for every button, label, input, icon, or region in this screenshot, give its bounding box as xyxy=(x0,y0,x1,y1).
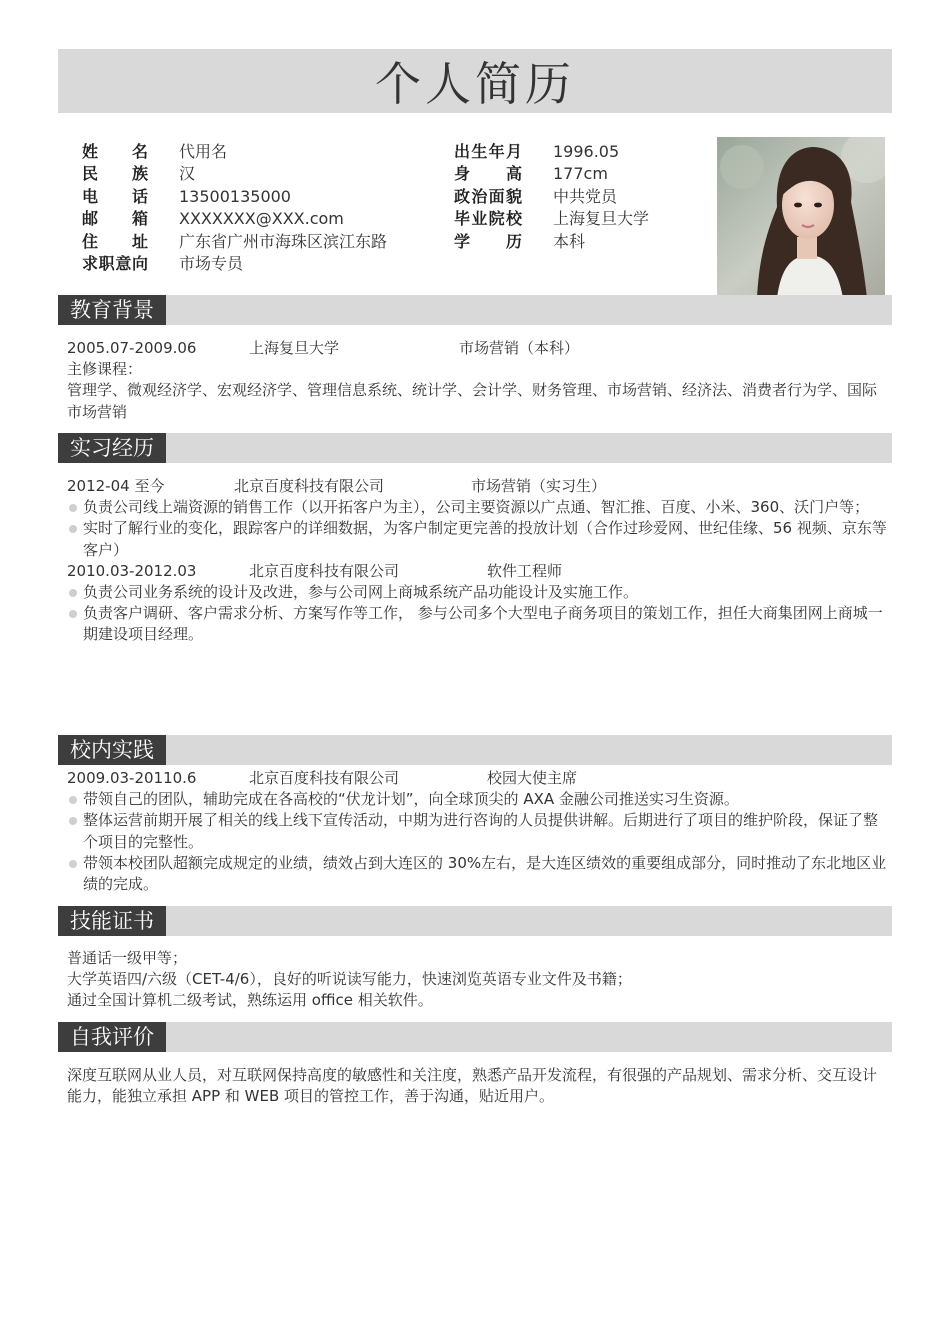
job-bullet: 实时了解行业的变化，跟踪客户的详细数据，为客户制定更完善的投放计划（合作过珍爱网、世纪佳缘、56 视频、京东等客户） xyxy=(67,518,887,560)
courses-text: 管理学、微观经济学、宏观经济学、管理信息系统、统计学、会计学、财务管理、市场营销、经济法、消费者行为学、国际市场营销 xyxy=(67,381,878,421)
info-label: 政治面貌 xyxy=(454,186,522,206)
info-label: 邮箱 xyxy=(82,209,148,229)
info-label: 住址 xyxy=(82,231,148,251)
info-value: 中共党员 xyxy=(553,186,618,206)
title-bar xyxy=(58,49,892,113)
section-title: 实习经历 xyxy=(58,433,166,463)
basic-info-right xyxy=(454,141,649,253)
job-bullet: 负责公司业务系统的设计及改进，参与公司网上商城系统产品功能设计及实施工作。 xyxy=(67,582,887,603)
section-self-eval-header xyxy=(58,1022,892,1052)
education-period: 2005.07-2009.06 xyxy=(67,339,197,357)
info-label: 出生年月 xyxy=(454,142,522,161)
info-value: 代用名 xyxy=(179,142,228,161)
info-label: 姓名 xyxy=(82,142,148,161)
info-row-birth xyxy=(454,141,649,163)
section-title: 技能证书 xyxy=(58,906,166,936)
self-eval-block xyxy=(67,1065,887,1107)
section-education-header xyxy=(58,295,892,325)
job-period: 2012-04 至今 xyxy=(67,477,165,495)
campus-bullet: 整体运营前期开展了相关的线上线下宣传活动，中期为进行咨询的人员提供讲解。后期进行了项目的维护阶段，保证了整个项目的完整性。 xyxy=(67,810,887,852)
info-row-phone xyxy=(82,186,387,208)
info-row-ethnicity xyxy=(82,163,387,185)
page-title: 个人简历 xyxy=(375,57,575,111)
campus-block xyxy=(67,768,887,895)
courses-label: 主修课程： xyxy=(67,360,143,379)
section-skills-header xyxy=(58,906,892,936)
job-row xyxy=(67,561,887,582)
info-row-school xyxy=(454,208,649,230)
info-row-degree xyxy=(454,231,649,253)
info-row-objective xyxy=(82,253,387,275)
info-label: 毕业院校 xyxy=(454,209,522,229)
education-school: 上海复旦大学 xyxy=(249,339,340,357)
education-major: 市场营销（本科） xyxy=(459,339,580,357)
job-company: 北京百度科技有限公司 xyxy=(234,477,385,495)
section-title: 自我评价 xyxy=(58,1022,166,1052)
skills-block xyxy=(67,948,887,1012)
internship-block xyxy=(67,476,887,646)
info-label: 学历 xyxy=(454,231,522,251)
education-row xyxy=(67,338,887,359)
info-value: 上海复旦大学 xyxy=(553,209,650,229)
section-title: 校内实践 xyxy=(58,735,166,765)
job-role: 市场营销（实习生） xyxy=(471,477,607,495)
info-row-name xyxy=(82,141,387,163)
info-label: 身高 xyxy=(454,164,522,184)
skill-line: 大学英语四/六级（CET-4/6），良好的听说读写能力，快速浏览英语专业文件及书籍； xyxy=(67,970,632,989)
education-block xyxy=(67,338,887,423)
info-value: 市场专员 xyxy=(179,253,244,273)
job-role: 软件工程师 xyxy=(487,561,563,580)
info-row-email xyxy=(82,208,387,230)
info-label: 求职意向 xyxy=(82,253,148,273)
info-value: 汉 xyxy=(179,164,196,184)
campus-company: 北京百度科技有限公司 xyxy=(249,769,400,787)
section-campus-header xyxy=(58,735,892,765)
job-period: 2010.03-2012.03 xyxy=(67,561,197,580)
campus-bullet: 带领本校团队超额完成规定的业绩，绩效占到大连区的 30%左右，是大连区绩效的重要组成部分，同时推动了东北地区业绩的完成。 xyxy=(67,853,887,895)
info-value: 13500135000 xyxy=(179,186,291,206)
info-label: 民族 xyxy=(82,164,148,184)
info-value: 1996.05 xyxy=(553,142,620,161)
section-internship-header xyxy=(58,433,892,463)
job-bullet: 负责客户调研、客户需求分析、方案写作等工作， 参与公司多个大型电子商务项目的策划工作，担任大商集团网上商城一期建设项目经理。 xyxy=(67,603,887,645)
info-row-address xyxy=(82,231,387,253)
job-company: 北京百度科技有限公司 xyxy=(249,561,400,580)
info-value: 177cm xyxy=(553,164,608,184)
skill-line: 通过全国计算机二级考试，熟练运用 office 相关软件。 xyxy=(67,991,433,1010)
profile-photo xyxy=(717,137,885,298)
info-row-height xyxy=(454,163,649,185)
campus-row xyxy=(67,768,887,789)
info-value: 广东省广州市海珠区滨江东路 xyxy=(179,231,388,251)
skill-line: 普通话一级甲等； xyxy=(67,949,188,967)
portrait-illustration xyxy=(717,137,885,298)
section-title: 教育背景 xyxy=(58,295,166,325)
info-value: XXXXXXX@XXX.com xyxy=(179,209,344,229)
info-row-political xyxy=(454,186,649,208)
basic-info-left xyxy=(82,141,387,275)
self-eval-text: 深度互联网从业人员，对互联网保持高度的敏感性和关注度，熟悉产品开发流程，有很强的产品规划、需求分析、交互设计能力，能独立承担 APP 和 WEB 项目的管控工作，善于沟通，贴近用户。 xyxy=(67,1066,878,1106)
info-value: 本科 xyxy=(553,231,586,251)
campus-period: 2009.03-20110.6 xyxy=(67,769,197,787)
campus-bullet: 带领自己的团队，辅助完成在各高校的“伏龙计划”，向全球顶尖的 AXA 金融公司推送实习生资源。 xyxy=(67,789,887,810)
campus-role: 校园大使主席 xyxy=(487,769,578,787)
info-label: 电话 xyxy=(82,186,148,206)
job-row xyxy=(67,476,887,497)
job-bullet: 负责公司线上端资源的销售工作（以开拓客户为主），公司主要资源以广点通、智汇推、百度、小米、360、沃门户等； xyxy=(67,497,887,518)
